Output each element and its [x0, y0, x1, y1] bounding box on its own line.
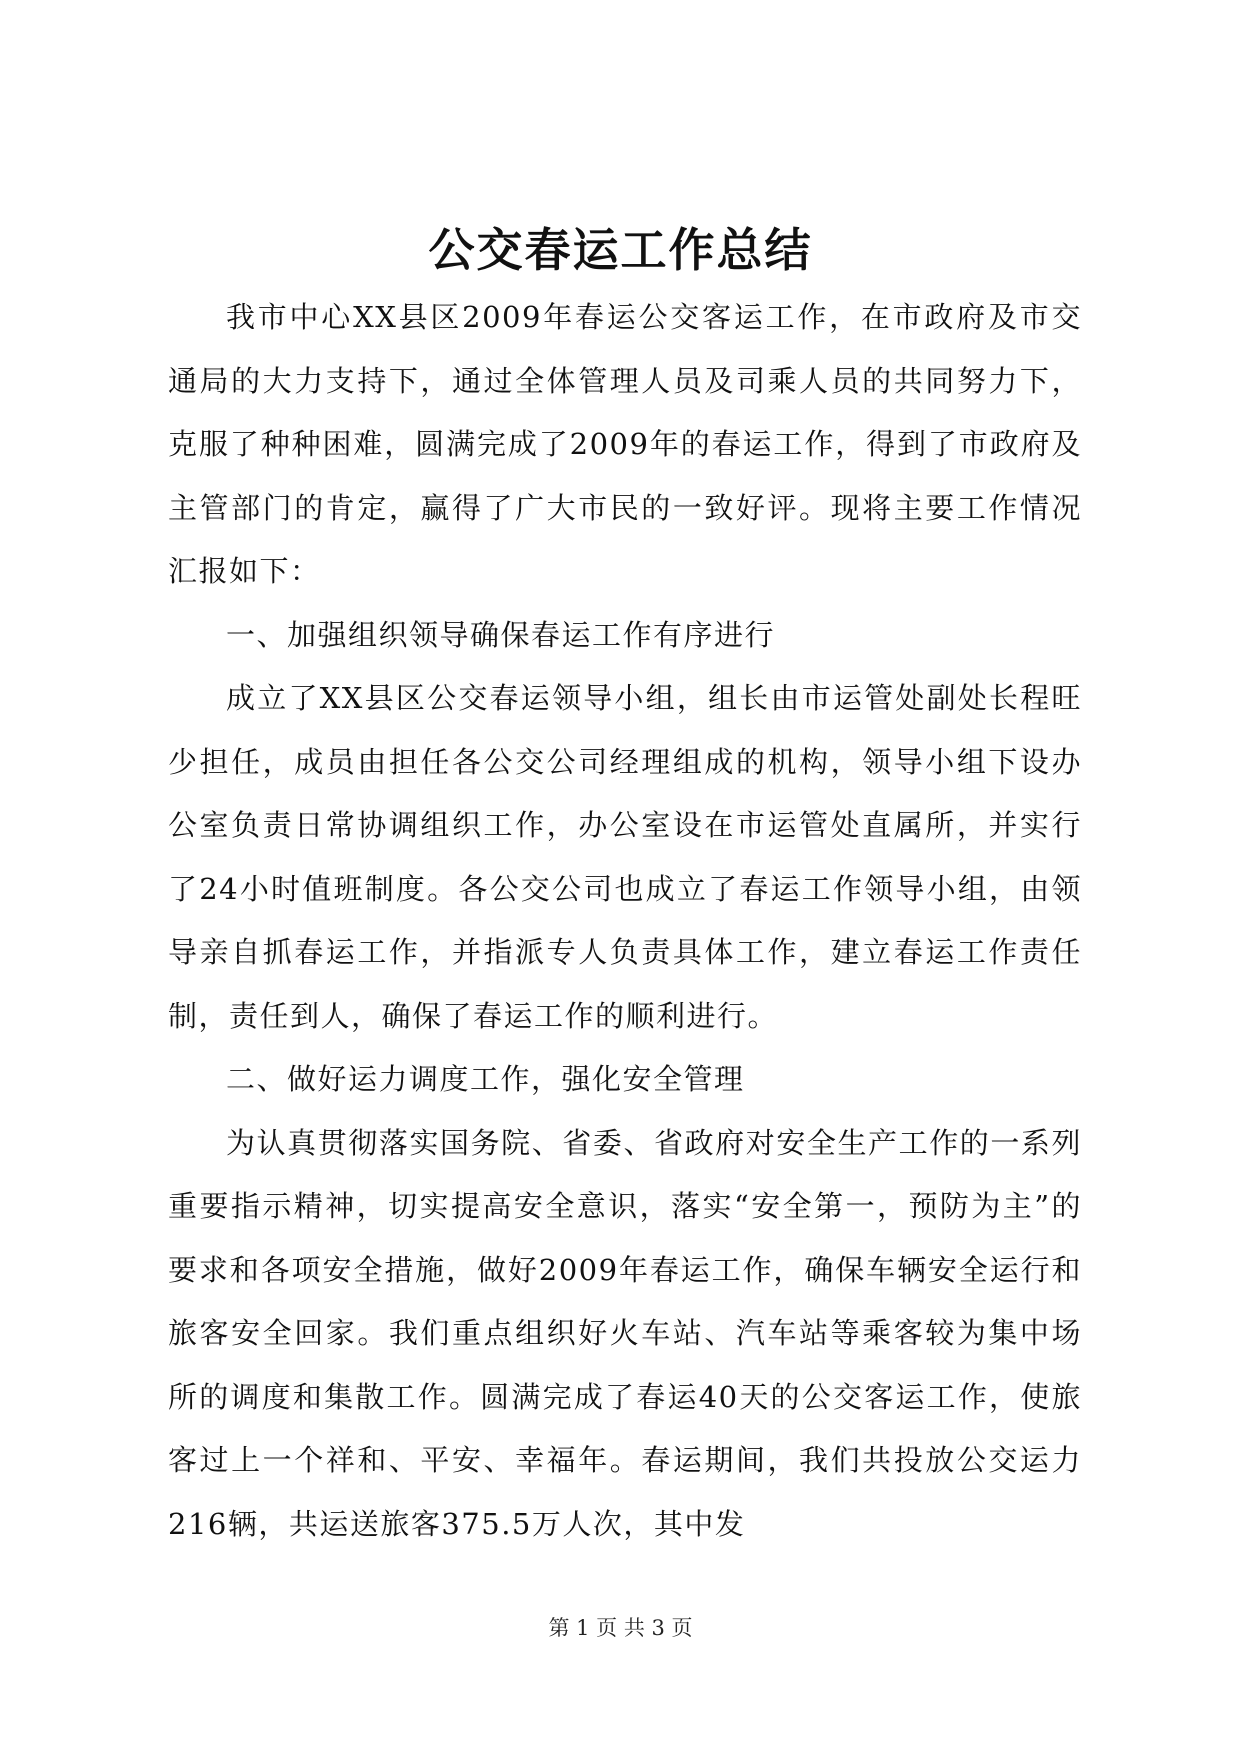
section-2-paragraph: 为认真贯彻落实国务院、省委、省政府对安全生产工作的一系列重要指示精神，切实提高安全意识，落实“安全第一，预防为主”的要求和各项安全措施，做好2009年春运工作，确保车辆安全运行和旅客安全回家。我们重点组织好火车站、汽车站等乘客较为集中场所的调度和集散工作。圆满完成了春运40天的公交客运工作，使旅客过上一个祥和、平安、幸福年。春运期间，我们共投放公交运力216辆，共运送旅客375.5万人次，其中发 [168, 1125, 1082, 1541]
document-title: 公交春运工作总结 [428, 223, 813, 277]
section-1-paragraph: 成立了XX县区公交春运领导小组，组长由市运管处副处长程旺少担任，成员由担任各公交公司经理组成的机构，领导小组下设办公室负责日常协调组织工作，办公室设在市运管处直属所，并实行了24小时值班制度。各公交公司也成立了春运工作领导小组，由领导亲自抓春运工作，并指派专人负责具体工作，建立春运工作责任制，责任到人，确保了春运工作的顺利进行。 [168, 681, 1082, 1033]
intro-paragraph: 我市中心XX县区2009年春运公交客运工作，在市政府及市交通局的大力支持下，通过全体管理人员及司乘人员的共同努力下，克服了种种困难，圆满完成了2009年的春运工作，得到了市政府及主管部门的肯定，赢得了广大市民的一致好评。现将主要工作情况汇报如下： [168, 300, 1082, 588]
section-heading-2: 二、做好运力调度工作，强化安全管理 [226, 1062, 745, 1096]
page-footer: 第 1 页 共 3 页 [548, 1616, 693, 1640]
section-heading-1: 一、加强组织领导确保春运工作有序进行 [226, 617, 776, 652]
document-body [168, 286, 1082, 1556]
